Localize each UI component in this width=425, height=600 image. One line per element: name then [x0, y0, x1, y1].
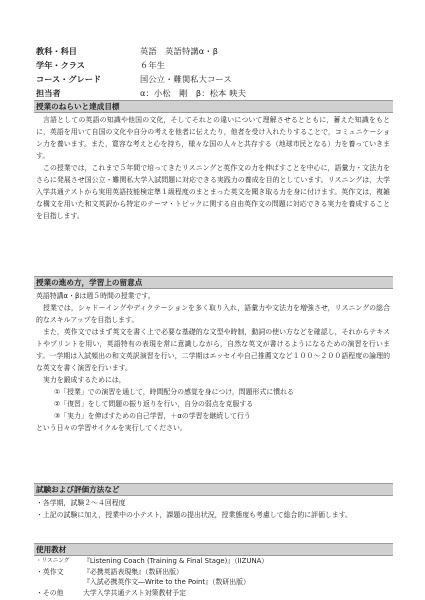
composition-value-2: 『入試必携英作文―Write to the Point』（数研出版） [83, 578, 250, 586]
composition-label: ・英作文 [36, 567, 64, 576]
methods-paragraph-1: 授業では，シャドーイングやディクテーションを多く取り入れ，語彙力や文法力を増強させ，リスニングの総合的なスキルアップを目指します。 [36, 304, 390, 324]
methods-list-item: ①「授業」での演習を通して，時間配分の感覚を身につけ，問題形式に慣れる [54, 388, 294, 396]
aims-paragraph-1: 言語としての英語の知識や他国の文化，そしてそれとの違いについて理解させるとともに，蓄えた知識をもとに，英語を用いて自国の文化や自分の考えを他者に伝えたり，他者を受け入れたりすることで，コミュニケーション力を養います。また，寛容な考えと心を持ち，様々な国の人々と共存する（地球市民となる）力を養っていきます。 [36, 116, 390, 160]
teacher-value: α：小松 剛 β：松本 映夫 [140, 88, 247, 98]
course-info [36, 44, 246, 100]
grade-value: ６年生 [140, 60, 166, 70]
other-label: ・その他 [36, 588, 64, 597]
subject-value: 英語 英語特講α・β [140, 46, 219, 56]
info-row-teacher [36, 86, 246, 100]
other-value: 大学入学共通テスト対策教材予定 [83, 588, 187, 597]
material-row-composition [36, 567, 390, 578]
material-row-listening [36, 556, 390, 567]
course-value: 国公立・難関私大コース [140, 74, 232, 84]
material-row-other [36, 588, 390, 599]
section-header-methods: 授業の進め方，学習上の留意点 [34, 276, 393, 289]
listening-label: ・リスニング [36, 558, 70, 564]
teacher-label: 担当者 [36, 88, 61, 98]
methods-list-item: ③「実力」を伸ばすための自己学習，＋αの学習を継続して行う [54, 412, 251, 420]
material-row-composition-2 [36, 577, 390, 588]
methods-paragraph-3: 実力を鍛成するためには， [43, 376, 126, 384]
composition-value-1: 『必携英語表現集』（数研出版） [83, 567, 183, 576]
methods-paragraph-0: 英語特講α・βは週５時間の授業です。 [36, 292, 155, 300]
grade-label: 学年・クラス [36, 60, 85, 70]
listening-value: 『Listening Coach (Training & Final Stage)』（IIZUNA） [83, 557, 269, 565]
blank-label [36, 577, 83, 588]
subject-label: 教科・科目 [36, 46, 77, 56]
methods-list-item: ②「復習」をして問題の振り返りを行い，自分の弱点を克服する [54, 400, 254, 408]
section-body-aims [36, 114, 390, 222]
section-header-evaluation: 試験および評価方法など [34, 483, 393, 496]
section-header-materials: 使用教材 [34, 543, 393, 556]
evaluation-item: ・各学期，試験２～４回程度 [36, 499, 126, 507]
evaluation-item: ・上記の試験に加え，授業中の小テスト，課題の提出状況，授業態度も考慮して総合的に評価します。 [36, 511, 352, 519]
section-body-methods [36, 290, 390, 434]
section-body-evaluation [36, 497, 390, 521]
methods-paragraph-4: という日々の学習サイクルを実行してください。 [36, 424, 187, 432]
methods-paragraph-2: また，英作文ではまず英文を書く上で必要な基礎的な文型や時制，動詞の使い方などを確認し，それからテキストやプリントを用い，英語特有の表現を常に意識しながら，自然な英文が書けるようになるための演習を行います。一学期は入試頻出の和文英訳演習を行い，二学期はエッセイや自己推薦文など１００～２００語程度の論理的な英文を書く演習を行います。 [36, 328, 390, 372]
info-row-grade [36, 58, 246, 72]
info-row-course [36, 72, 246, 86]
section-header-aims: 授業のねらいと達成目標 [34, 100, 393, 113]
aims-paragraph-2: この授業では，これまで５年間で培ってきたリスニングと英作文の力を伸ばすことを中心に，語彙力・文法力をさらに発展させ国公立・難関私大学入試問題に対応できる実践力の養成を目的としています。リスニングは，大学入学共通テストから実用英語技能検定準１級程度のまとまった英文を聞き取る力を身に付けます。英作文は，複雑な構文を用いた和文英訳から特定のテーマ・トピックに関する自由英作文の問題に対応できる実力を養成することを目指します。 [36, 164, 390, 220]
course-label: コース・グレード [36, 74, 102, 84]
info-row-subject [36, 44, 246, 58]
section-body-materials [36, 556, 390, 598]
